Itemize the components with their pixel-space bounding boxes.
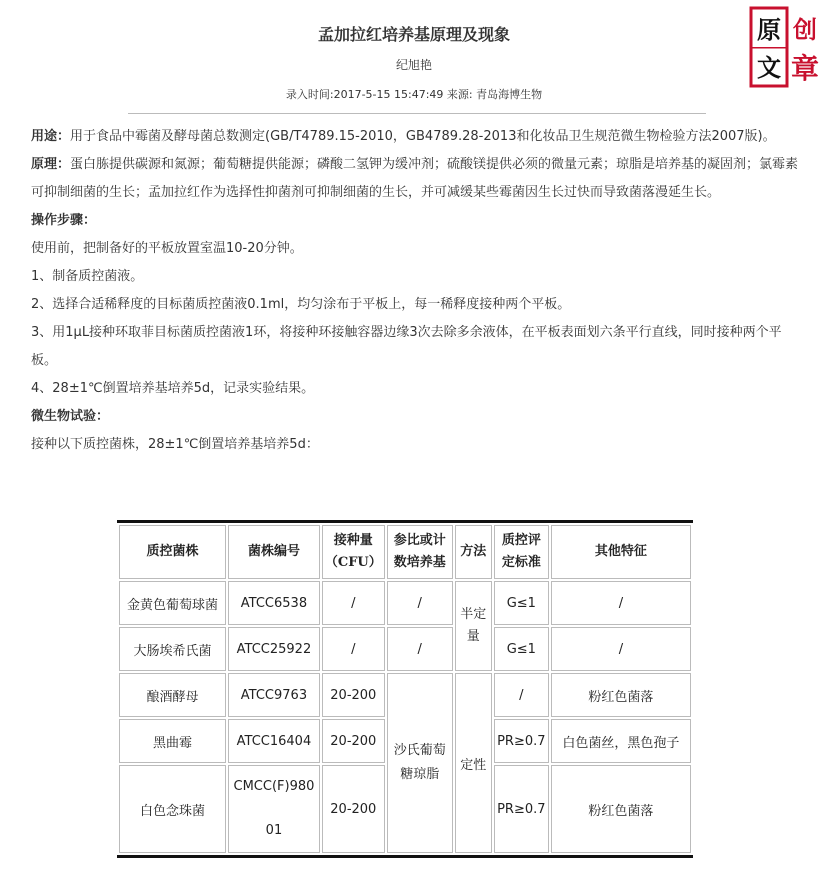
cell-reference-medium-sabouraud: 沙氏葡萄 糖琼脂 [387, 673, 453, 853]
cell-strain-code: ATCC6538 [228, 581, 320, 625]
header-other-features: 其他特征 [551, 525, 691, 579]
step-1: 1、制备质控菌液。 [31, 269, 144, 284]
step-2: 2、选择合适稀释度的目标菌质控菌液0.1ml，均匀涂布于平板上，每一稀释度接种两个平板。 [31, 297, 571, 312]
cell-qc-criteria: / [494, 673, 549, 717]
table-row [119, 673, 691, 717]
header-strain: 质控菌株 [119, 525, 226, 579]
step-3: 3、用1μL接种环取菲目标菌质控菌液1环，将接种环接触容器边缘3次去除多余液体，在平板表面划六条平行直线，同时接种两个平板。 [31, 325, 782, 368]
principle-text: 蛋白胨提供碳源和氮源；葡萄糖提供能源；磷酸二氢钾为缓冲剂；硫酸镁提供必须的微量元素；琼脂是培养基的凝固剂；氯霉素可抑制细菌的生长；孟加拉红作为选择性抑菌剂可抑制细菌的生长，并可减缓某些霉菌因生长过快而导致菌落漫延生长。 [31, 157, 799, 200]
cell-inoculum: / [322, 581, 385, 625]
cell-strain: 白色念珠菌 [119, 765, 226, 853]
cell-inoculum: / [322, 627, 385, 671]
quality-control-table [117, 520, 693, 858]
micro-intro: 接种以下质控菌株，28±1℃倒置培养基培养5d： [31, 437, 319, 452]
cell-strain: 大肠埃希氏菌 [119, 627, 226, 671]
cell-strain: 黑曲霉 [119, 719, 226, 763]
article-meta: 录入时间:2017-5-15 15:47:49 来源: 青岛海博生物 [285, 88, 543, 101]
cell-reference-medium: / [387, 581, 453, 625]
original-article-stamp [749, 6, 821, 90]
header-strain-code: 菌株编号 [228, 525, 320, 579]
principle-paragraph [31, 151, 803, 207]
cell-strain-code: ATCC25922 [228, 627, 320, 671]
header-divider [128, 113, 706, 114]
cell-qc-criteria: G≤1 [494, 627, 549, 671]
header-reference-medium: 参比或计 数培养基 [387, 525, 453, 579]
cell-other-features: 粉红色菌落 [551, 673, 691, 717]
cell-other-features: 白色菌丝，黑色孢子 [551, 719, 691, 763]
cell-strain: 金黄色葡萄球菌 [119, 581, 226, 625]
stamp-char-yuan: 原 [757, 15, 781, 44]
use-text: 用于食品中霉菌及酵母菌总数测定(GB/T4789.15-2010，GB4789.28-2013和化妆品卫生规范微生物检验方法2007版)。 [70, 129, 776, 144]
header-method: 方法 [455, 525, 492, 579]
cell-strain-code: CMCC(F)980 01 [228, 765, 320, 853]
stamp-char-chuang: 创 [793, 15, 817, 44]
cell-other-features: / [551, 581, 691, 625]
cell-inoculum: 20-200 [322, 765, 385, 853]
cell-strain-code: ATCC16404 [228, 719, 320, 763]
stamp-char-zhang: 章 [790, 52, 820, 85]
step-prep: 使用前，把制备好的平板放置室温10-20分钟。 [31, 241, 303, 256]
table-row [119, 627, 691, 671]
cell-inoculum: 20-200 [322, 673, 385, 717]
article-body [31, 123, 803, 459]
cell-other-features: / [551, 627, 691, 671]
header-qc-criteria: 质控评 定标准 [494, 525, 549, 579]
use-label: 用途： [31, 129, 71, 144]
header-inoculum: 接种量 （CFU） [322, 525, 385, 579]
cell-qc-criteria: G≤1 [494, 581, 549, 625]
cell-other-features: 粉红色菌落 [551, 765, 691, 853]
cell-reference-medium: / [387, 627, 453, 671]
article-author: 纪旭艳 [395, 58, 432, 72]
table-row [119, 581, 691, 625]
micro-heading: 微生物试验： [31, 409, 110, 424]
cell-qc-criteria: PR≥0.7 [494, 719, 549, 763]
steps-heading: 操作步骤： [31, 213, 97, 228]
cell-method-semi-quantitative: 半定 量 [455, 581, 492, 671]
use-paragraph [31, 123, 803, 151]
stamp-char-wen: 文 [757, 53, 781, 82]
cell-strain: 酿酒酵母 [119, 673, 226, 717]
cell-method-qualitative: 定性 [455, 673, 492, 853]
table-header-row [119, 525, 691, 579]
cell-strain-code: ATCC9763 [228, 673, 320, 717]
step-4: 4、28±1℃倒置培养基培养5d，记录实验结果。 [31, 381, 315, 396]
cell-qc-criteria: PR≥0.7 [494, 765, 549, 853]
article-title: 孟加拉红培养基原理及现象 [317, 25, 510, 44]
principle-label: 原理： [31, 157, 71, 172]
cell-inoculum: 20-200 [322, 719, 385, 763]
